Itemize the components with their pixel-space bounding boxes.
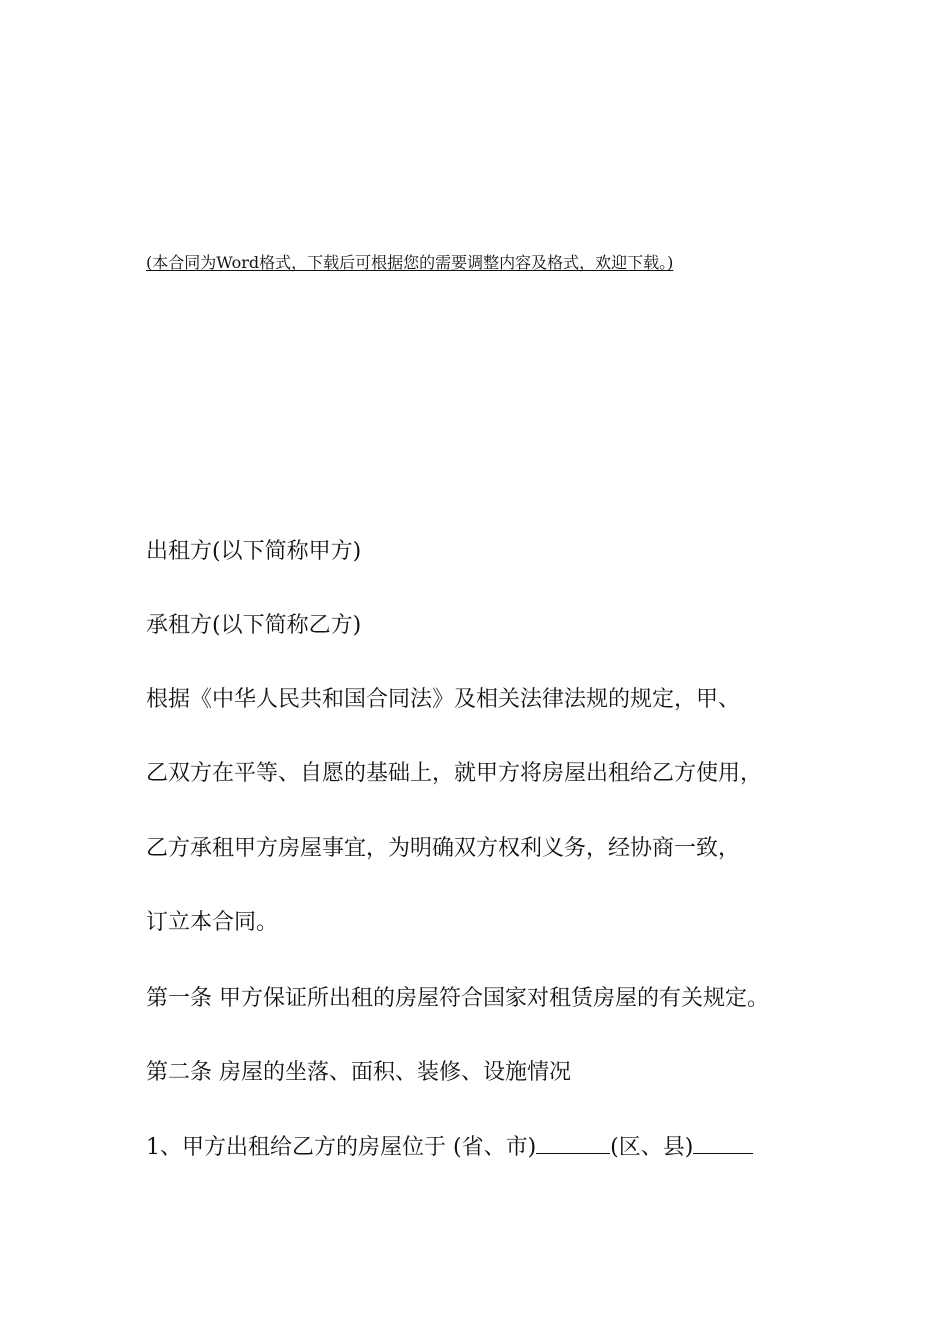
preamble-line-3: 乙方承租甲方房屋事宜，为明确双方权利义务，经协商一致， [146,836,741,861]
clause-1-line [146,1133,753,1163]
article-1: 第一条 甲方保证所出租的房屋符合国家对租赁房屋的有关规定。 [146,986,769,1011]
district-label: (区、县) [610,1135,694,1160]
article-2-heading: 第二条 房屋的坐落、面积、装修、设施情况 [146,1060,571,1085]
district-blank [693,1133,753,1154]
city-blank [536,1133,610,1154]
preamble-line-4: 订立本合同。 [146,910,279,935]
preamble-line-1: 根据《中华人民共和国合同法》及相关法律法规的规定，甲、 [146,687,741,712]
lessor-line: 出租方(以下简称甲方) [146,539,362,564]
clause-1-lead: 1、甲方出租给乙方的房屋位于 (省、市) [146,1135,537,1160]
lessee-line: 承租方(以下简称乙方) [146,613,362,638]
preamble-line-2: 乙双方在平等、自愿的基础上，就甲方将房屋出租给乙方使用， [146,761,763,786]
format-note: (本合同为Word格式，下载后可根据您的需要调整内容及格式，欢迎下载。) [146,253,674,272]
